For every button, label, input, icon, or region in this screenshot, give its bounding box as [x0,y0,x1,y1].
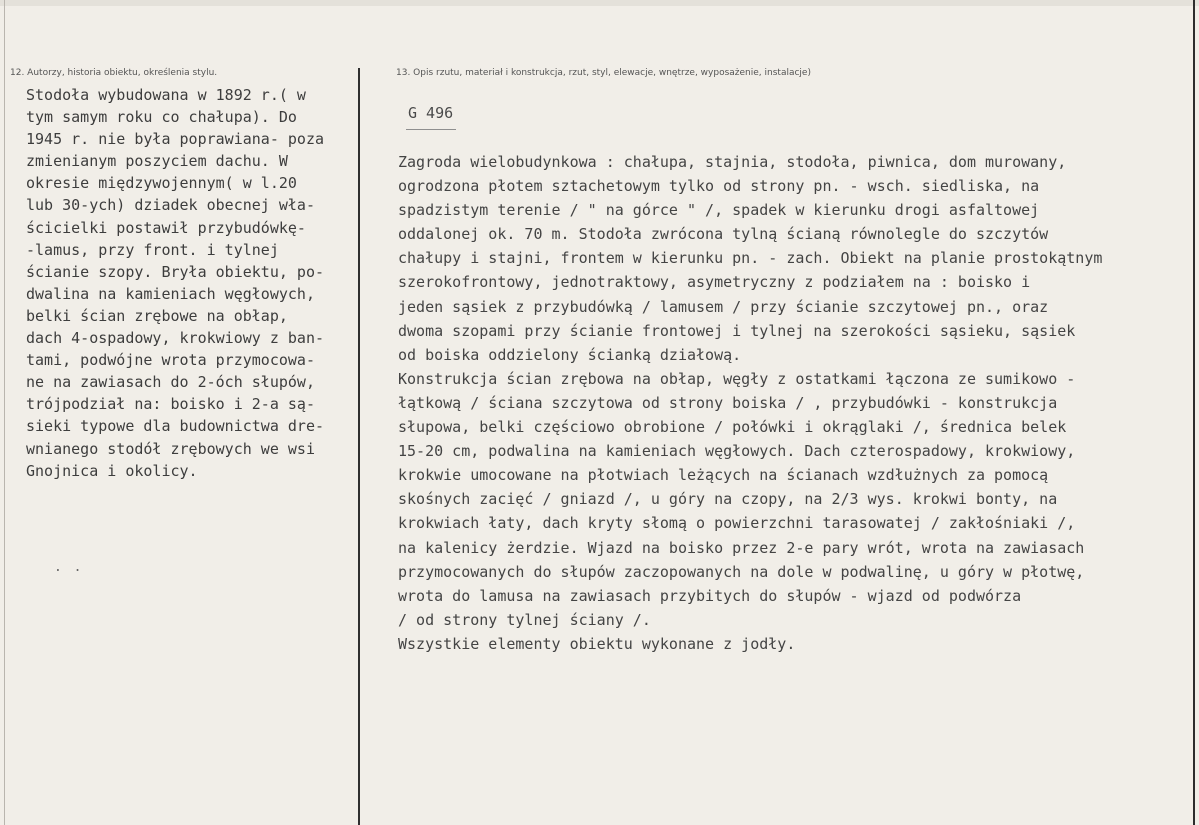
text-line: 15-20 cm, podwalina na kamieniach węgłowych. Dach czterospadowy, krokwiowy, [398,442,1076,461]
text-line: wrota do lamusa na zawiasach przybitych do słupów - wjazd od podwórza [398,586,1022,605]
text-line: / od strony tylnej ściany /. [398,610,651,629]
text-line: słupowa, belki częściowo obrobione / połówki i okrąglaki /, średnica belek [398,418,1067,437]
text-line: dwoma szopami przy ścianie frontowej i tylnej na szerokości sąsieku, sąsiek [398,321,1076,340]
text-line: krokwiach łaty, dach kryty słomą o powierzchni tarasowatej / zakłośniaki /, [398,514,1076,533]
text-line: skośnych zacięć / gniazd /, u góry na czopy, na 2/3 wys. krokwi bonty, na [398,490,1058,509]
text-line: okresie międzywojennym( w l.20 [26,174,297,193]
text-line: od boiska oddzielony ścianką działową. [398,345,742,364]
text-line: tym samym roku co chałupa). Do [26,108,297,127]
text-line: szerokofrontowy, jednotraktowy, asymetryczny z podziałem na : boisko i [398,273,1031,292]
text-line: Gnojnica i okolicy. [26,461,198,480]
text-line: na kalenicy żerdzie. Wjazd na boisko przez 2-e pary wrót, wrota na zawiasach [398,538,1085,557]
text-line: tami, podwójne wrota przymocowa- [26,351,315,370]
text-line: ścicielki postawił przybudówkę- [26,218,306,237]
description-text [398,150,1198,656]
left-margin-line [4,0,5,825]
text-line: krokwie umocowane na płotwiach leżących na ścianach wzdłużnych za pomocą [398,466,1049,485]
section-13-header: 13. Opis rzutu, materiał i konstrukcja, rzut, styl, elewacje, wnętrze, wyposażenie, instalacje) [396,68,811,78]
text-line: Wszystkie elementy obiektu wykonane z jodły. [398,634,796,653]
code-underline [406,129,456,130]
text-line: zmienianym poszyciem dachu. W [26,152,288,171]
text-line: ne na zawiasach do 2-óch słupów, [26,373,315,392]
text-line: ogrodzona płotem sztachetowym tylko od strony pn. - wsch. siedliska, na [398,177,1040,196]
text-line: lub 30-ych) dziadek obecnej wła- [26,196,315,215]
text-line: łątkową / ściana szczytowa od strony boiska / , przybudówki - konstrukcja [398,393,1058,412]
text-line: sieki typowe dla budownictwa dre- [26,417,325,436]
text-line: spadzistym terenie / " na górce " /, spadek w kierunku drogi asfaltowej [398,201,1040,220]
text-line: Zagroda wielobudynkowa : chałupa, stajnia, stodoła, piwnica, dom murowany, [398,153,1067,171]
text-line: Stodoła wybudowana w 1892 r.( w [26,86,306,104]
object-code: G 496 [408,104,454,122]
text-line: przymocowanych do słupów zaczopowanych na dole w podwalinę, u góry w płotwę, [398,562,1085,581]
card-top-edge [0,0,1199,6]
text-line: dach 4-ospadowy, krokwiowy z ban- [26,329,325,348]
text-line: 1945 r. nie była poprawiana- poza [26,130,325,149]
text-line: ścianie szopy. Bryła obiektu, po- [26,262,325,281]
text-line: jeden sąsiek z przybudówką / lamusem / przy ścianie szczytowej pn., oraz [398,297,1049,316]
column-divider [358,68,360,825]
text-line: wnianego stodół zrębowych we wsi [26,439,315,458]
text-line: -lamus, przy front. i tylnej [26,240,279,259]
pencil-mark: . . [54,560,84,575]
text-line: dwalina na kamieniach węgłowych, [26,284,315,303]
text-line: Konstrukcja ścian zrębowa na obłap, węgły z ostatkami łączona ze sumikowo - [398,369,1076,388]
history-text [26,84,356,482]
section-12-header: 12. Autorzy, historia obiektu, określenia stylu. [10,68,218,78]
text-line: chałupy i stajni, frontem w kierunku pn. - zach. Obiekt na planie prostokątnym [398,249,1103,268]
text-line: trójpodział na: boisko i 2-a są- [26,395,315,414]
text-line: oddalonej ok. 70 m. Stodoła zwrócona tylną ścianą równolegle do szczytów [398,225,1049,244]
text-line: belki ścian zrębowe na obłap, [26,306,288,325]
